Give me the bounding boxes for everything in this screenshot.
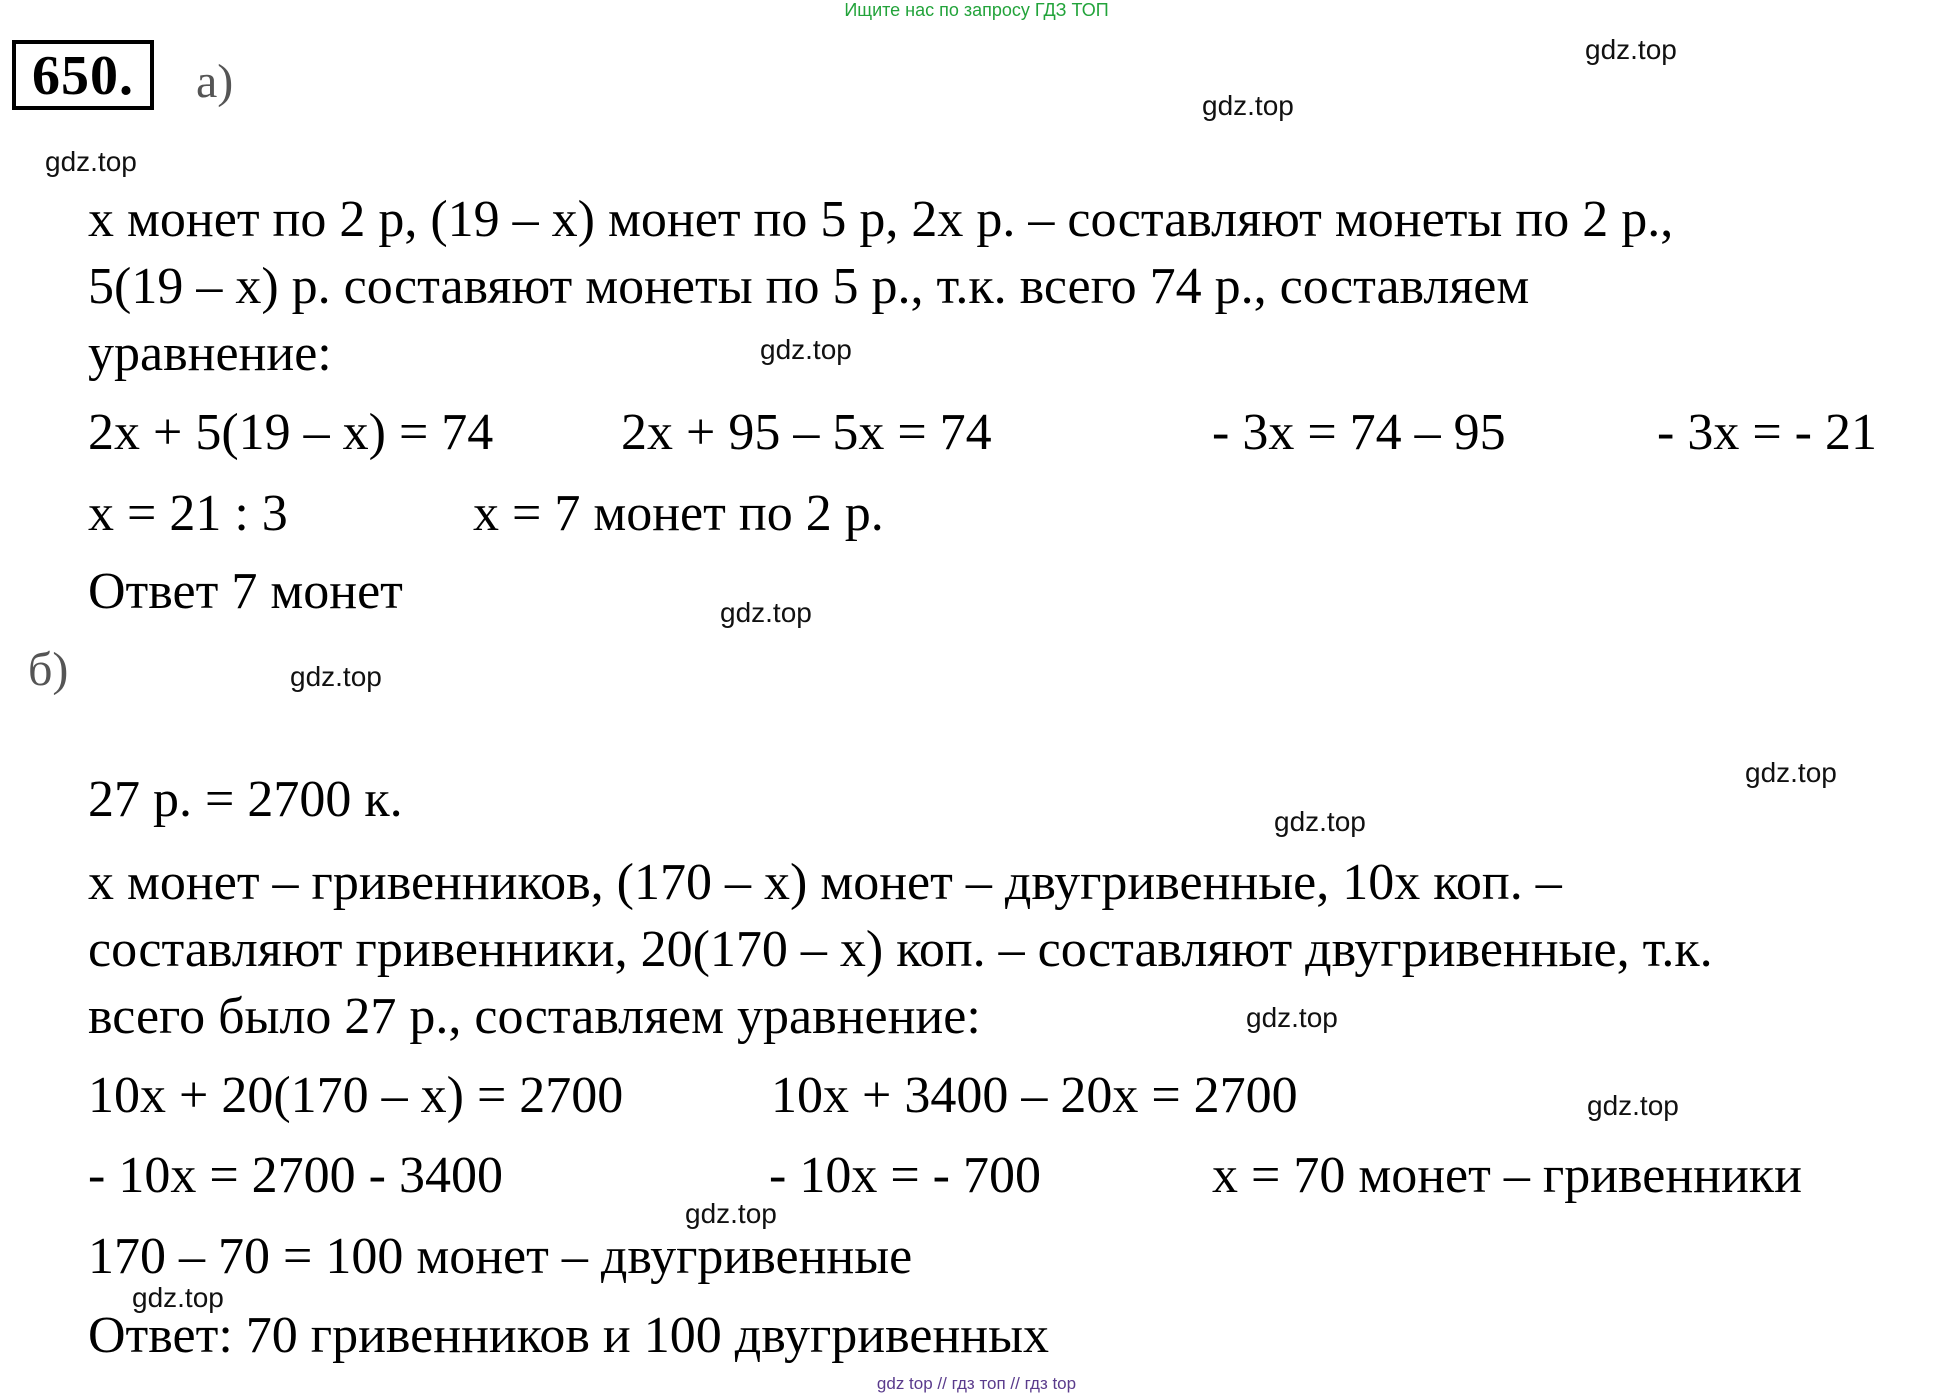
part-a-text-line: 5(19 – х) р. составяют монеты по 5 р., т.к. всего 74 р., составляем xyxy=(88,258,1530,315)
part-a-label: а) xyxy=(196,55,234,108)
part-b-text-line: составляют гривенники, 20(170 – х) коп. – составляют двугривенные, т.к. xyxy=(88,921,1713,978)
watermark: gdz.top xyxy=(685,1198,777,1229)
part-b-equation: х = 70 монет – гривенники xyxy=(1212,1147,1802,1204)
part-a-text-line: х монет по 2 р, (19 – х) монет по 5 р, 2х р. – составляют монеты по 2 р., xyxy=(88,191,1674,248)
watermark: gdz.top xyxy=(45,146,137,177)
problem-number: 650. xyxy=(12,40,154,110)
watermark: gdz.top xyxy=(720,597,812,628)
part-b-equation: 10х + 20(170 – х) = 2700 xyxy=(88,1067,624,1124)
part-a-equation: 2х + 95 – 5х = 74 xyxy=(621,404,992,461)
watermark: gdz.top xyxy=(290,661,382,692)
header-note: Ищите нас по запросу ГДЗ ТОП xyxy=(844,0,1109,20)
footer-note: gdz top // гдз топ // гдз top xyxy=(876,1374,1077,1393)
part-b-text-line: всего было 27 р., составляем уравнение: xyxy=(88,988,981,1045)
part-b-equation: - 10х = 2700 - 3400 xyxy=(88,1147,503,1204)
watermark: gdz.top xyxy=(1202,90,1294,121)
part-b-label: б) xyxy=(28,643,69,696)
watermark: gdz.top xyxy=(1587,1090,1679,1121)
part-a-text-line: уравнение: xyxy=(88,325,332,382)
part-b-text-line: х монет – гривенников, (170 – х) монет – двугривенные, 10х коп. – xyxy=(88,854,1562,911)
part-a-equation: - 3х = 74 – 95 xyxy=(1212,404,1506,461)
part-a-equation: 2х + 5(19 – х) = 74 xyxy=(88,404,494,461)
watermark: gdz.top xyxy=(1585,34,1677,65)
watermark: gdz.top xyxy=(1745,757,1837,788)
part-b-equation: - 10х = - 700 xyxy=(769,1147,1041,1204)
part-b-answer: Ответ: 70 гривенников и 100 двугривенных xyxy=(88,1307,1050,1364)
part-b-result: 170 – 70 = 100 монет – двугривенные xyxy=(88,1228,913,1285)
watermark: gdz.top xyxy=(1246,1002,1338,1033)
part-b-equation: 10х + 3400 – 20х = 2700 xyxy=(771,1067,1298,1124)
watermark: gdz.top xyxy=(132,1282,224,1313)
part-a-equation: х = 7 монет по 2 р. xyxy=(473,485,884,542)
watermark: gdz.top xyxy=(760,334,852,365)
part-a-equation: - 3х = - 21 xyxy=(1657,404,1877,461)
watermark: gdz.top xyxy=(1274,806,1366,837)
part-a-equation: х = 21 : 3 xyxy=(88,485,288,542)
part-a-answer: Ответ 7 монет xyxy=(88,563,403,620)
part-b-conversion: 27 р. = 2700 к. xyxy=(88,771,403,828)
